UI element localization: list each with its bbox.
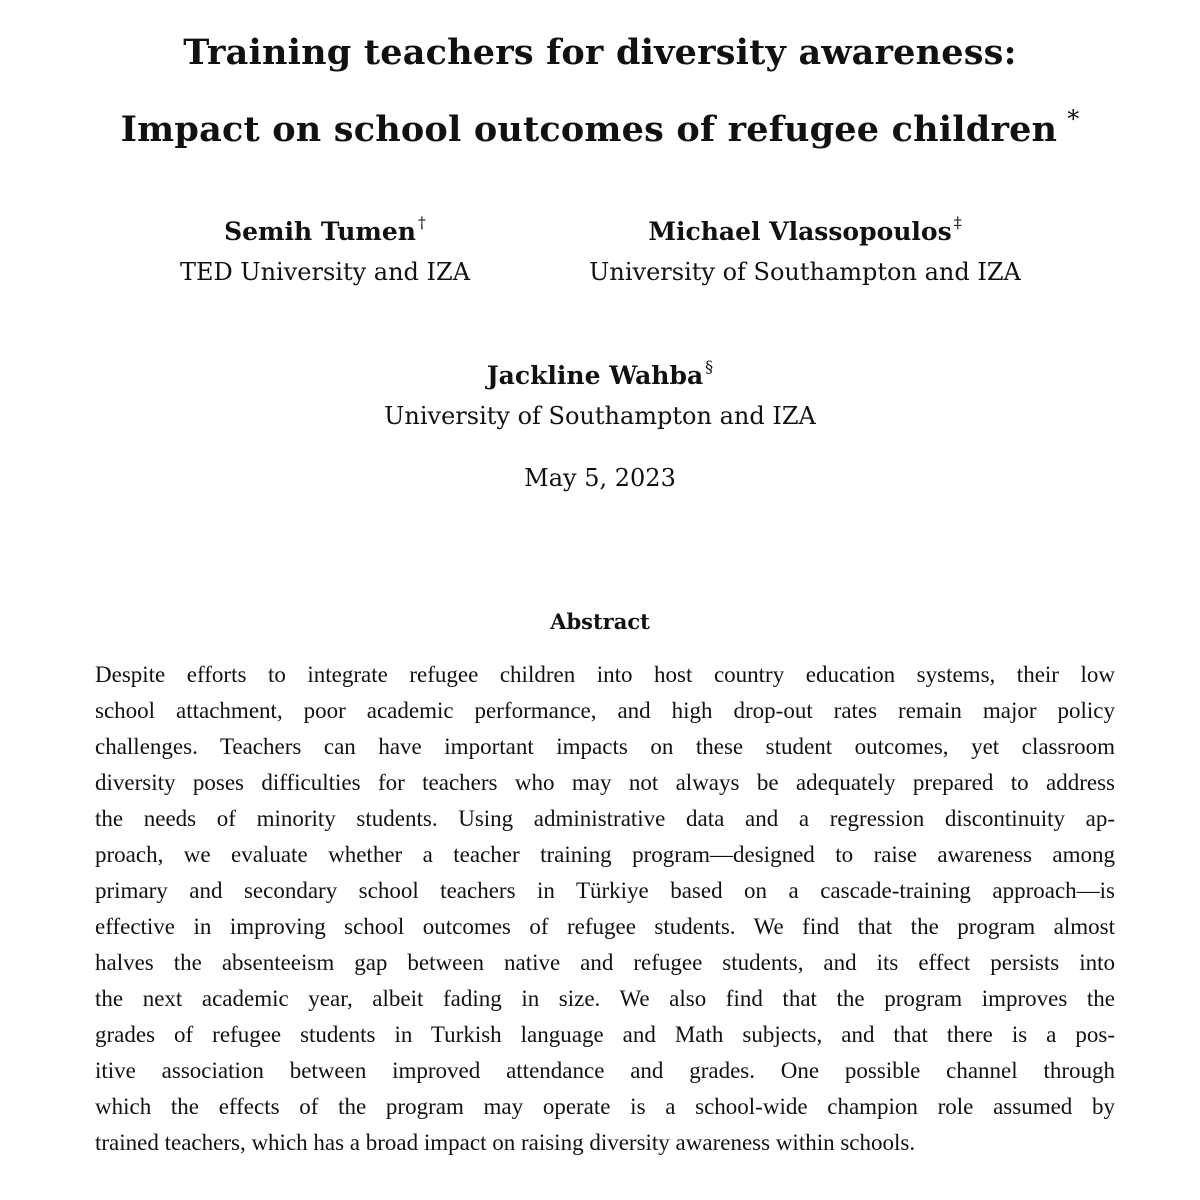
abstract-line: proach, we evaluate whether a teacher training program—designed to raise awareness among <box>95 842 1115 867</box>
abstract-line: itive association between improved attendance and grades. One possible channel through <box>95 1058 1115 1083</box>
author-block <box>300 347 900 436</box>
abstract-body <box>95 657 1115 1161</box>
title-footnote-mark[interactable]: * <box>1067 105 1080 133</box>
abstract-heading: Abstract <box>550 609 650 634</box>
publication-date: May 5, 2023 <box>524 464 676 492</box>
author-name-text: Semih Tumen <box>224 217 416 246</box>
abstract-line: effective in improving school outcomes of refugee students. We find that the program almost <box>95 914 1115 939</box>
title-line-1-text: Training teachers for diversity awareness: <box>183 32 1017 73</box>
abstract-line: challenges. Teachers can have important impacts on these student outcomes, yet classroom <box>95 734 1115 759</box>
author-affiliation: University of Southampton and IZA <box>384 402 816 430</box>
author-footnote-mark[interactable]: § <box>705 357 714 376</box>
abstract-line: primary and secondary school teachers in Türkiye based on a cascade-training approach—is <box>95 878 1115 903</box>
author-name <box>555 203 1055 252</box>
author-footnote-mark[interactable]: † <box>417 213 426 232</box>
author-block <box>555 203 1055 292</box>
author-name <box>100 203 550 252</box>
paper-title <box>0 20 1200 163</box>
abstract-line: halves the absenteeism gap between native and refugee students, and its effect persists into <box>95 950 1115 975</box>
abstract-line: the needs of minority students. Using administrative data and a regression discontinuity ap- <box>95 806 1115 831</box>
abstract-line-last: trained teachers, which has a broad impact on raising diversity awareness within schools. <box>95 1130 916 1155</box>
author-name-text: Michael Vlassopoulos <box>648 217 952 246</box>
author-affiliation: TED University and IZA <box>179 258 471 286</box>
abstract-line: the next academic year, albeit fading in size. We also find that the program improves the <box>95 986 1115 1011</box>
abstract-line: diversity poses difficulties for teachers who may not always be adequately prepared to address <box>95 770 1115 795</box>
title-line-1 <box>0 20 1200 86</box>
author-name <box>300 347 900 396</box>
abstract-line: school attachment, poor academic performance, and high drop-out rates remain major policy <box>95 698 1115 723</box>
author-footnote-mark[interactable]: ‡ <box>953 213 962 232</box>
abstract-line: Despite efforts to integrate refugee children into host country education systems, their low <box>95 662 1115 687</box>
author-affiliation: University of Southampton and IZA <box>589 258 1021 286</box>
title-line-2 <box>0 86 1200 163</box>
abstract-line: grades of refugee students in Turkish language and Math subjects, and that there is a pos- <box>95 1022 1115 1047</box>
abstract-line: which the effects of the program may operate is a school-wide champion role assumed by <box>95 1094 1115 1119</box>
author-block <box>100 203 550 292</box>
author-name-text: Jackline Wahba <box>486 361 704 390</box>
title-line-2-text: Impact on school outcomes of refugee children <box>120 109 1058 150</box>
